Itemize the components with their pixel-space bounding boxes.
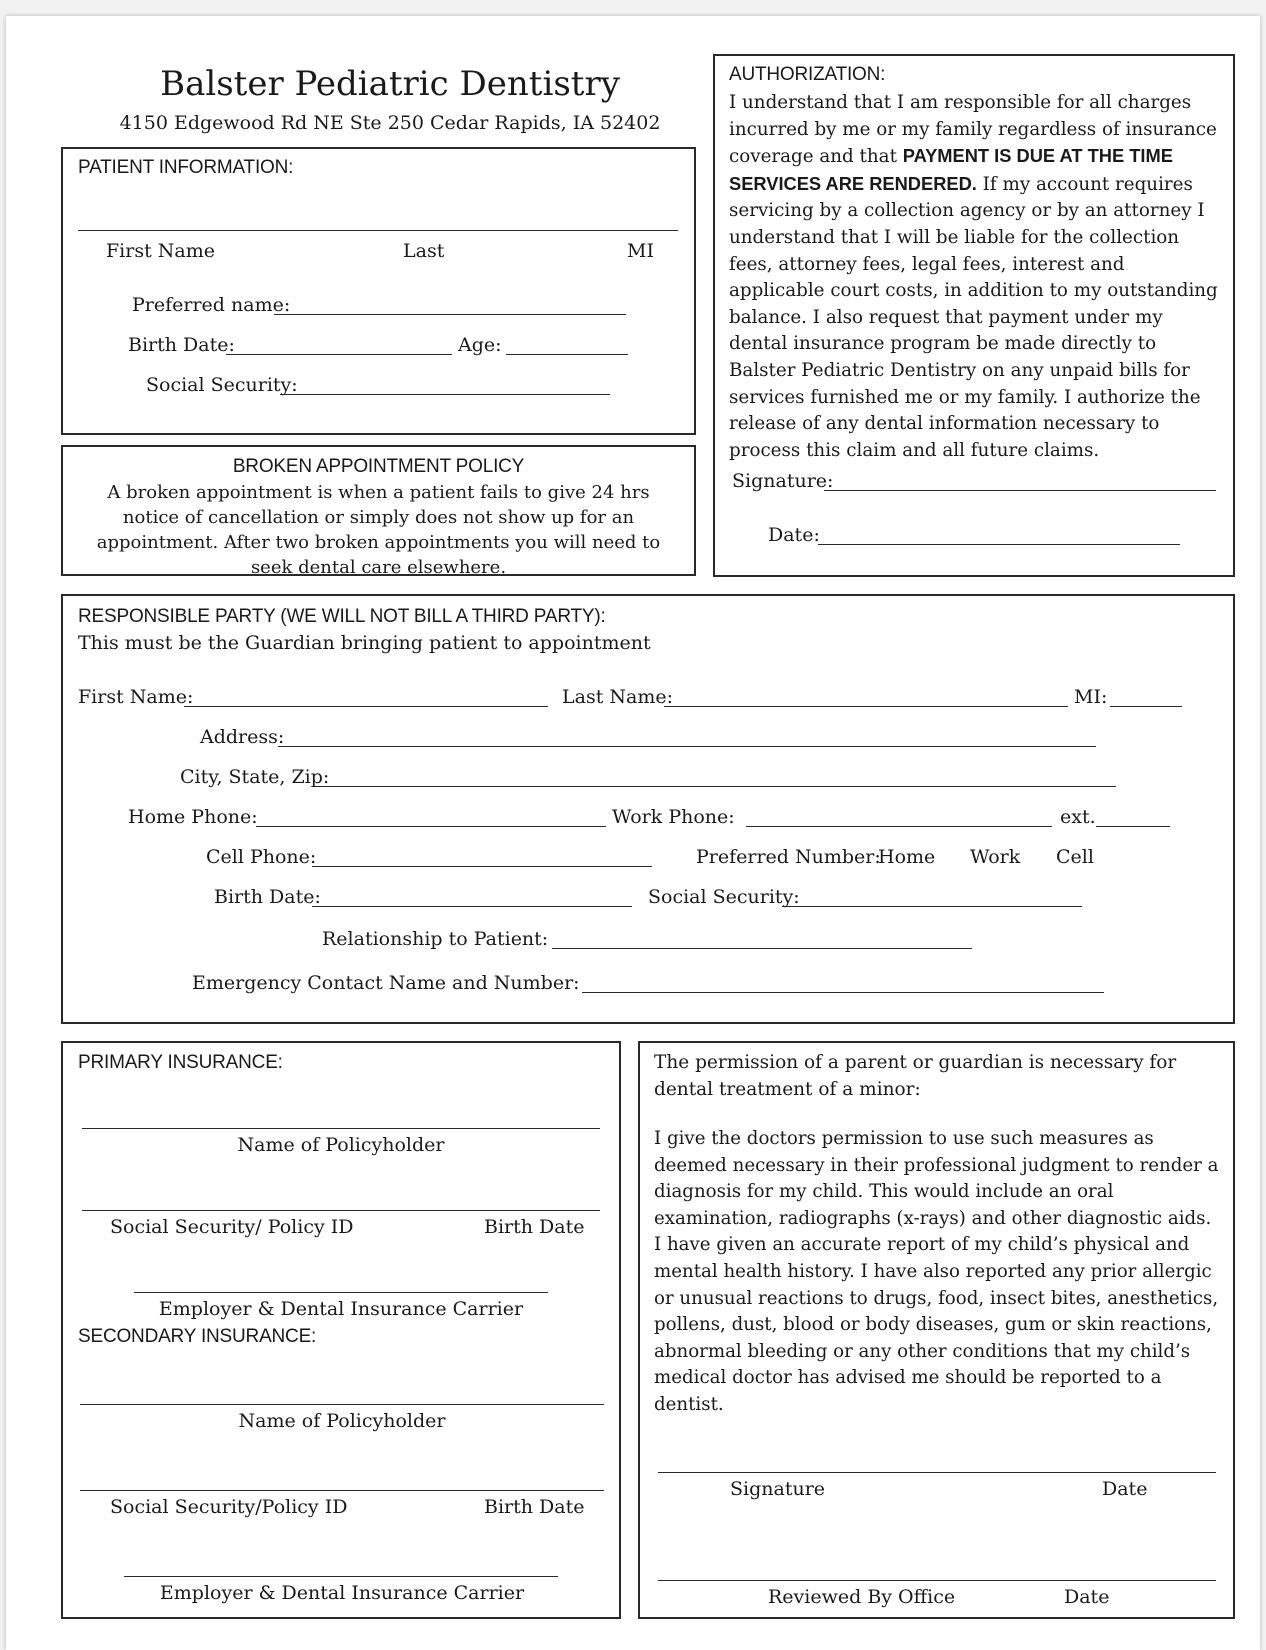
authorization-text <box>729 90 1219 464</box>
rp-emergency-contact-field[interactable] <box>582 992 1104 993</box>
secondary-ssn-policy-field[interactable] <box>80 1490 604 1491</box>
primary-employer-carrier-label: Employer & Dental Insurance Carrier <box>158 1298 524 1320</box>
rp-cell-phone-label: Cell Phone: <box>206 846 317 868</box>
primary-employer-carrier-field[interactable] <box>134 1292 548 1293</box>
primary-policyholder-label: Name of Policyholder <box>237 1134 445 1156</box>
consent-text: I give the doctors permission to use such measures as deemed necessary in their professional judgment to render a diagnosis for my child. This would include an oral examination, radiographs (x-rays) and other diagnostic aids. I have given an accurate report of my child’s physical and mental health history. I have also reported any prior allergic or unusual reactions to drugs, food, insect bites, anesthetics, pollens, dust, blood or body diseases, gum or skin reactions, abnormal bleeding or any other conditions that my child’s medical doctor has advised me should be reported to a dentist. <box>654 1128 1219 1415</box>
birth-date-label: Birth Date: <box>128 334 235 356</box>
rp-mi-label: MI: <box>1074 686 1108 708</box>
birth-date-field[interactable] <box>226 354 452 355</box>
rp-birth-date-field[interactable] <box>312 906 632 907</box>
rp-work-phone-label: Work Phone: <box>612 806 735 828</box>
consent-intro: The permission of a parent or guardian is necessary for dental treatment of a minor: <box>654 1052 1177 1100</box>
rp-home-phone-label: Home Phone: <box>128 806 258 828</box>
rp-home-phone-field[interactable] <box>256 826 606 827</box>
secondary-policyholder-label: Name of Policyholder <box>238 1410 446 1432</box>
secondary-employer-carrier-field[interactable] <box>124 1576 558 1577</box>
authorization-signature-field[interactable] <box>824 490 1216 491</box>
secondary-ssn-policy-label: Social Security/Policy ID <box>110 1496 348 1518</box>
secondary-birth-date-label: Birth Date <box>484 1496 585 1518</box>
preferred-cell-option[interactable]: Cell <box>1056 846 1094 868</box>
consent-signature-label: Signature <box>730 1478 826 1500</box>
rp-social-security-label: Social Security: <box>648 886 800 908</box>
primary-ssn-policy-field[interactable] <box>82 1210 600 1211</box>
consent-signature-field[interactable] <box>658 1472 1216 1473</box>
broken-appointment-policy-heading: BROKEN APPOINTMENT POLICY <box>232 456 525 477</box>
authorization-signature-label: Signature: <box>732 470 834 492</box>
patient-name-field[interactable] <box>78 230 678 231</box>
primary-insurance-heading: PRIMARY INSURANCE: <box>78 1052 283 1073</box>
rp-work-phone-field[interactable] <box>746 826 1052 827</box>
last-name-label: Last <box>403 240 445 262</box>
rp-ext-label: ext. <box>1060 806 1096 828</box>
secondary-employer-carrier-label: Employer & Dental Insurance Carrier <box>159 1582 525 1604</box>
rp-last-name-label: Last Name: <box>562 686 673 708</box>
reviewed-by-office-label: Reviewed By Office <box>768 1586 956 1608</box>
rp-social-security-field[interactable] <box>782 906 1082 907</box>
rp-first-name-field[interactable] <box>184 706 548 707</box>
rp-relationship-field[interactable] <box>552 948 972 949</box>
rp-preferred-number-label: Preferred Number: <box>696 846 881 868</box>
rp-ext-field[interactable] <box>1096 826 1170 827</box>
preferred-name-field[interactable] <box>274 314 626 315</box>
responsible-party-subheading: This must be the Guardian bringing patient to appointment <box>78 632 651 654</box>
primary-ssn-policy-label: Social Security/ Policy ID <box>110 1216 354 1238</box>
rp-address-field[interactable] <box>278 746 1096 747</box>
authorization-heading: AUTHORIZATION: <box>729 64 886 85</box>
age-field[interactable] <box>506 354 628 355</box>
preferred-home-option[interactable]: Home <box>878 846 936 868</box>
rp-cell-phone-field[interactable] <box>312 866 652 867</box>
payment-due-notice: PAYMENT IS DUE AT THE TIME SERVICES ARE RENDERED. <box>729 145 1173 194</box>
broken-appointment-policy-text: A broken appointment is when a patient fails to give 24 hrs notice of cancellation or simply does not show up for an appointment. After two broken appointments you will need to seek dental care elsewhere. <box>96 482 661 578</box>
reviewed-date-label: Date <box>1064 1586 1110 1608</box>
rp-first-name-label: First Name: <box>78 686 194 708</box>
responsible-party-heading: RESPONSIBLE PARTY (WE WILL NOT BILL A THIRD PARTY): <box>78 606 606 627</box>
reviewed-by-office-field[interactable] <box>658 1580 1216 1581</box>
practice-address: 4150 Edgewood Rd NE Ste 250 Cedar Rapids, IA 52402 <box>119 112 661 134</box>
preferred-work-option[interactable]: Work <box>970 846 1021 868</box>
age-label: Age: <box>458 334 502 356</box>
rp-birth-date-label: Birth Date: <box>214 886 321 908</box>
consent-date-label: Date <box>1102 1478 1148 1500</box>
rp-city-state-zip-label: City, State, Zip: <box>180 766 330 788</box>
primary-policyholder-field[interactable] <box>82 1128 600 1129</box>
mi-label: MI <box>627 240 654 262</box>
rp-relationship-label: Relationship to Patient: <box>322 928 549 950</box>
authorization-date-label: Date: <box>768 524 820 546</box>
rp-emergency-contact-label: Emergency Contact Name and Number: <box>192 972 580 994</box>
first-name-label: First Name <box>106 240 215 262</box>
secondary-insurance-heading: SECONDARY INSURANCE: <box>78 1326 317 1347</box>
practice-name: Balster Pediatric Dentistry <box>160 64 620 104</box>
rp-address-label: Address: <box>200 726 285 748</box>
authorization-text-rest: If my account requires servicing by a collection agency or by an attorney I understand that I will be liable for the collection fees, attorney fees, legal fees, interest and applicable court costs, in addition to my outstanding balance. I also request that payment under my dental insurance program be made directly to Balster Pediatric Dentistry on any unpaid bills for services furnished me or my family. I authorize the release of any dental information necessary to process this claim and all future claims. <box>729 173 1218 461</box>
secondary-policyholder-field[interactable] <box>80 1404 604 1405</box>
rp-city-state-zip-field[interactable] <box>316 786 1116 787</box>
patient-information-heading: PATIENT INFORMATION: <box>78 157 294 178</box>
rp-mi-field[interactable] <box>1110 706 1182 707</box>
authorization-date-field[interactable] <box>818 544 1180 545</box>
primary-birth-date-label: Birth Date <box>484 1216 585 1238</box>
authorization-text-start: I understand that I am responsible for all charges incurred by me or my family regardless of insurance coverage and that <box>729 92 1217 168</box>
preferred-name-label: Preferred name: <box>132 294 291 316</box>
social-security-label: Social Security: <box>146 374 298 396</box>
social-security-field[interactable] <box>280 394 610 395</box>
rp-last-name-field[interactable] <box>664 706 1068 707</box>
